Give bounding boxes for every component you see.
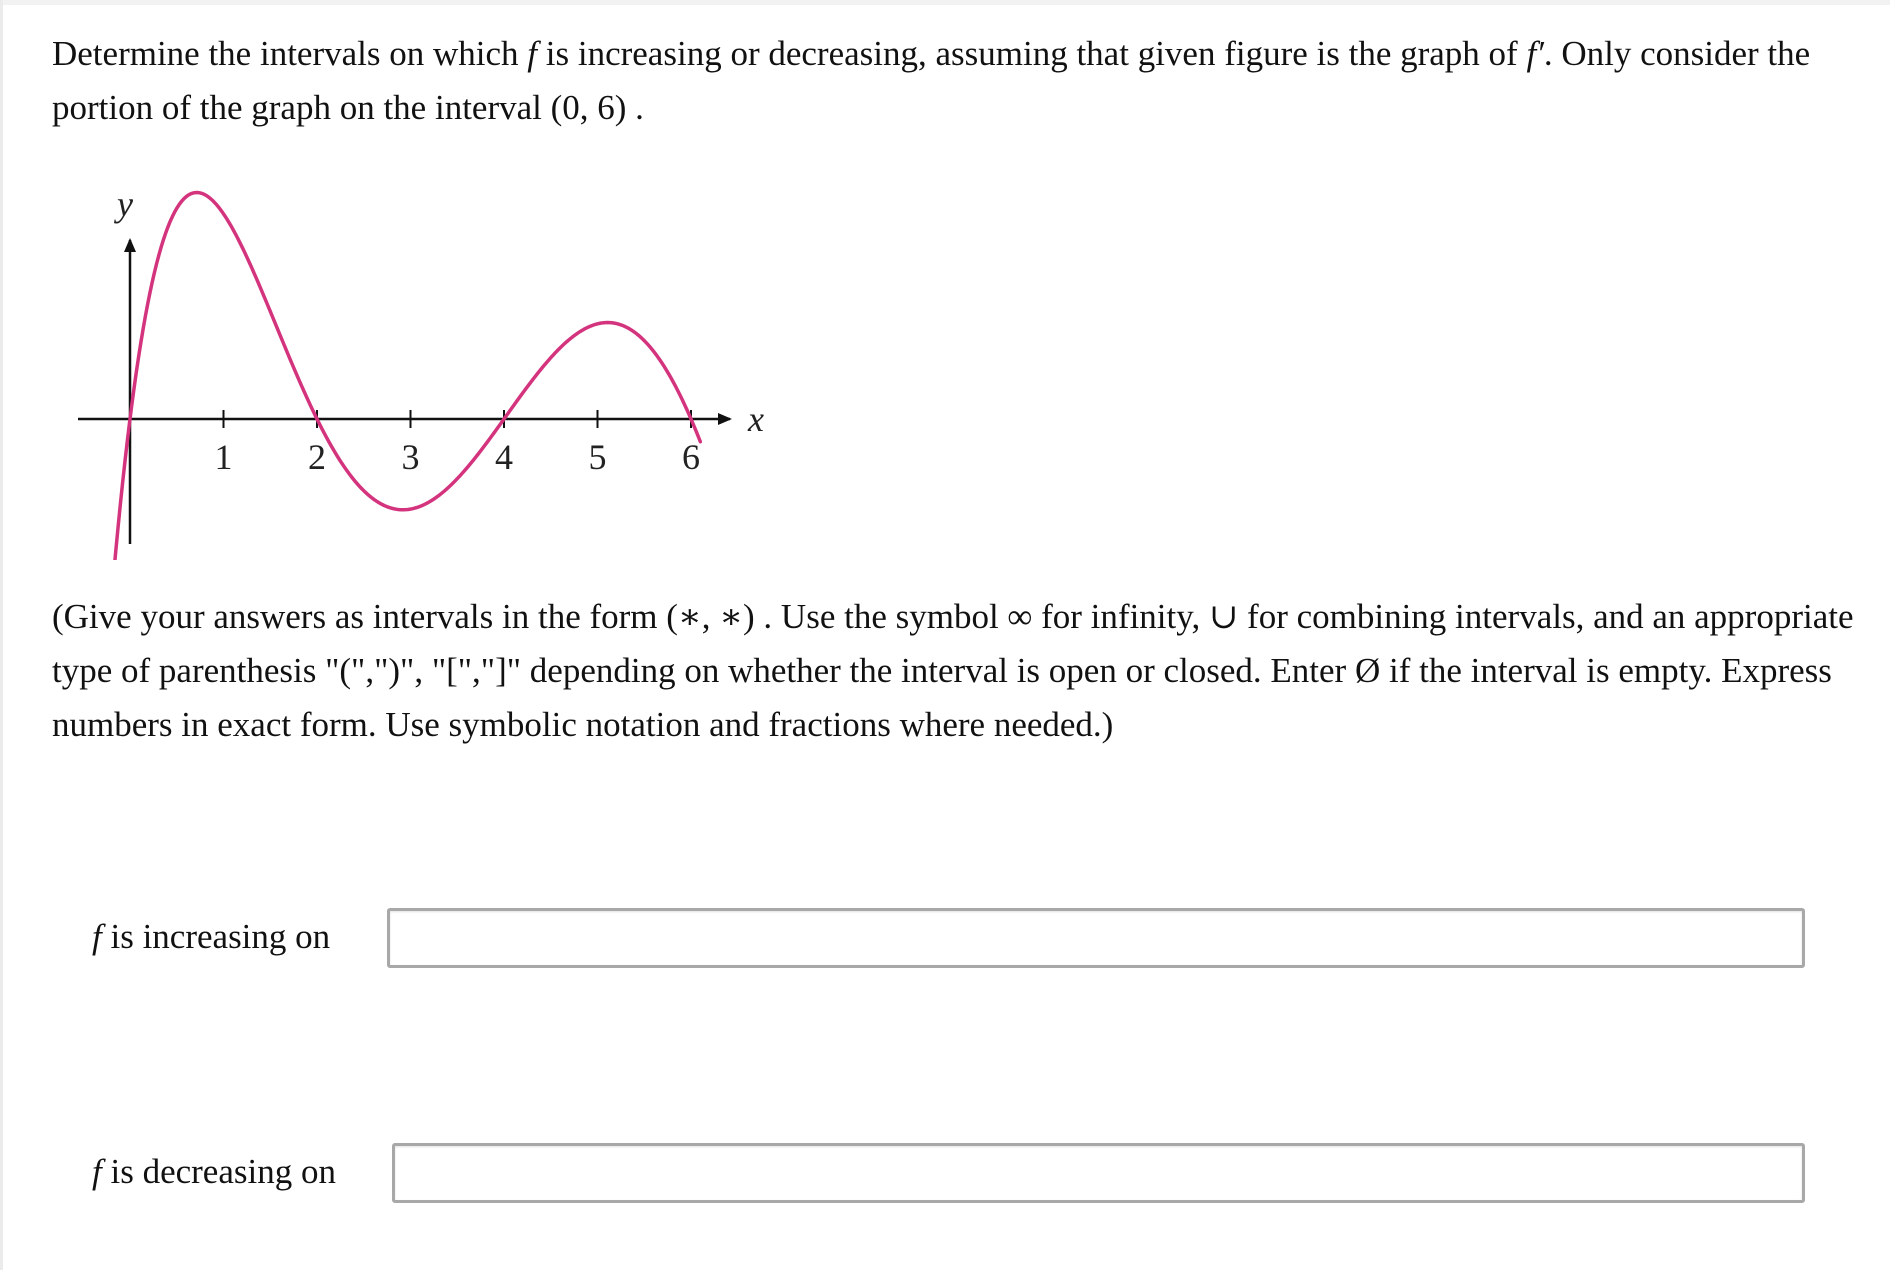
y-axis-label: y: [117, 184, 133, 224]
instructions-text: [52, 590, 1854, 752]
increasing-answer-input[interactable]: [387, 908, 1805, 968]
increasing-label: f is increasing on: [92, 917, 331, 956]
x-tick-label-2: 2: [308, 437, 326, 477]
instructions-line-1: (Give your answers as intervals in the form (∗, ∗) . Use the symbol ∞ for infinity, ∪ for combining intervals, and an appropriate: [52, 597, 1854, 636]
question-text: [52, 27, 1810, 135]
x-tick-label-4: 4: [495, 437, 513, 477]
x-tick-label-1: 1: [214, 437, 233, 477]
decreasing-answer-input[interactable]: [392, 1143, 1805, 1203]
instructions-line-3: numbers in exact form. Use symbolic notation and fractions where needed.): [52, 705, 1114, 744]
left-divider: [0, 0, 3, 1270]
x-tick-label-3: 3: [401, 437, 420, 477]
x-tick-label-5: 5: [588, 437, 607, 477]
x-tick-labels: [215, 437, 701, 477]
derivative-graph: [70, 180, 770, 560]
question-line-2: portion of the graph on the interval (0, 6) .: [52, 88, 644, 127]
decreasing-label: f is decreasing on: [92, 1152, 336, 1191]
function-f-prime: f′: [1526, 34, 1544, 73]
top-divider: [0, 0, 1890, 5]
instructions-line-2: type of parenthesis "(",")", "[","]" depending on whether the interval is open or closed. Enter Ø if the interval is empty. Express: [52, 651, 1832, 690]
x-tick-label-6: 6: [682, 437, 700, 477]
question-line-1: Determine the intervals on which f is increasing or decreasing, assuming that given figure is the graph of f′. Only consider the: [52, 34, 1811, 73]
f-prime-curve: [111, 193, 700, 560]
function-f: f: [527, 34, 538, 73]
x-axis-label: x: [748, 399, 764, 439]
